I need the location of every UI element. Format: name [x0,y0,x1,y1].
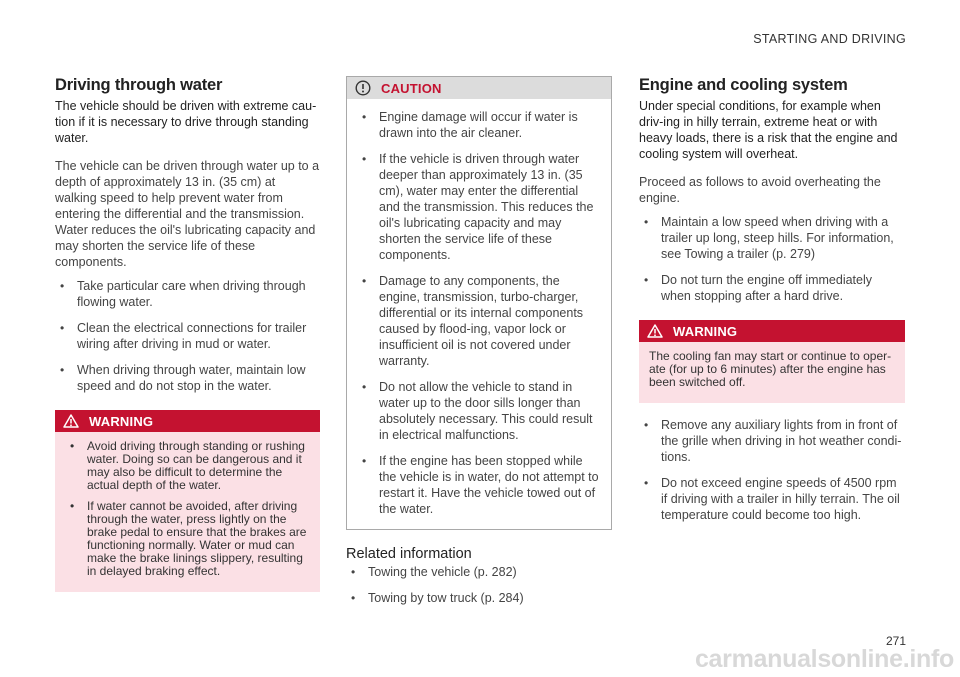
lead-paragraph: The vehicle should be driven with extreme cau-tion if it is necessary to drive through standing water. [55,99,317,145]
list-item-text: When driving through water, maintain low speed and do not stop in the water. [77,363,306,393]
list-item-text: Take particular care when driving through flowing water. [77,279,306,309]
list-item [639,272,905,304]
bullet-list [639,214,905,304]
bullet-dot: • [644,476,649,490]
warning-label: WARNING [89,413,154,429]
bullet-dot: • [362,380,367,394]
list-item-text: Remove any auxiliary lights from in front of the grille when driving in hot weather condi-tions. [661,418,902,464]
bullet-dot: • [362,274,367,288]
exclamation-circle-icon [355,80,371,96]
related-link[interactable] [346,564,612,580]
page-number: 271 [885,634,906,648]
warning-body [55,432,320,592]
list-item-text: Do not turn the engine off immediately when stopping after a hard drive. [661,273,873,303]
lead-paragraph: Under special conditions, for example when driv-ing in hilly terrain, extreme heat or with heavy loads, there is a risk that the engine and cooling system will overheat. [639,99,898,161]
list-item-text: Maintain a low speed when driving with a trailer up long, steep hills. For information, see Towing a trailer (p. 279) [661,215,894,261]
related-link-text[interactable]: Towing by tow truck (p. 284) [368,591,524,605]
list-item [357,151,601,263]
list-item-text: Do not exceed engine speeds of 4500 rpm if driving with a trailer in hilly terrain. The oil temperature could become too high. [661,476,900,522]
section-title: Engine and cooling system [639,76,848,94]
caution-box [346,76,612,530]
bullet-dot: • [362,110,367,124]
body-paragraph: The vehicle can be driven through water up to a depth of approximately 13 in. (35 cm) at walking speed to help prevent water from entering the differential and the transmission. Water reduces the oil's lubricating capacity and may shorten the service life of these components. [55,159,320,269]
list-item [55,278,320,310]
list-item-text: Clean the electrical connections for trailer wiring after driving in mud or water. [77,321,307,351]
list-item-text: Do not allow the vehicle to stand in water up to the door sills longer than absolutely necessary. This could result in electrical malfunctions. [379,380,593,442]
bullet-dot: • [70,499,75,513]
list-item [65,440,310,492]
warning-body [639,342,905,403]
bullet-dot: • [351,565,356,579]
warning-triangle-icon [647,324,663,338]
warning-text: The cooling fan may start or continue to oper-ate (for up to 6 minutes) after the engine has been switched off. [649,349,892,389]
bullet-dot: • [362,152,367,166]
caution-label: CAUTION [381,80,442,96]
warning-header [55,410,320,432]
list-item-text: If the vehicle is driven through water deeper than approximately 13 in. (35 cm), water may enter the differential and the transmission. This reduces the oil's lubricating capacity and may shorten the service life of these components. [379,152,594,262]
bullet-dot: • [362,454,367,468]
list-item-text: Avoid driving through standing or rushing water. Doing so can be dangerous and it may also be difficult to determine the actual depth of the water. [87,439,305,492]
body-paragraph: Proceed as follows to avoid overheating the engine. [639,175,881,205]
related-title: Related information [346,546,472,562]
warning-box [639,320,905,403]
bullet-dot: • [644,215,649,229]
warning-header [639,320,905,342]
caution-list [357,109,601,517]
warning-label: WARNING [673,323,738,339]
list-item [357,109,601,141]
list-item [55,320,320,352]
bullet-list [55,278,320,394]
related-link[interactable] [346,590,612,606]
column-caution [346,76,612,616]
bullet-dot: • [644,418,649,432]
bullet-dot: • [60,321,65,335]
warning-box [55,410,320,592]
section-title: Driving through water [55,76,223,94]
caution-body [347,99,611,529]
related-links [346,564,612,606]
related-link-text[interactable]: Towing the vehicle (p. 282) [368,565,517,579]
site-watermark: carmanualsonline.info [694,645,954,673]
bullet-list-2 [639,417,905,523]
list-item [639,417,905,465]
list-item [357,453,601,517]
caution-header [347,77,611,99]
list-item-text: Damage to any components, the engine, transmission, turbo-charger, differential or its internal components caused by flood-ing, vapor lock or insufficient oil is not covered under warranty. [379,274,584,368]
section-header: STARTING AND DRIVING [753,32,906,46]
list-item [639,214,905,262]
column-engine-cooling [639,76,905,533]
list-item-text: Engine damage will occur if water is drawn into the air cleaner. [379,110,578,140]
bullet-dot: • [70,439,75,453]
list-item [65,500,310,578]
warning-list [65,440,310,578]
list-item [55,362,320,394]
list-item [357,273,601,369]
column-driving-through-water [55,76,320,592]
bullet-dot: • [60,279,65,293]
list-item-text: If water cannot be avoided, after driving through the water, press lightly on the brake pedal to ensure that the brakes are functioning normally. Water or mud can make the brake linings slippery, resulting in delayed braking effect. [87,499,307,578]
bullet-dot: • [351,591,356,605]
list-item [357,379,601,443]
related-information [346,546,612,606]
warning-triangle-icon [63,414,79,428]
list-item [639,475,905,523]
bullet-dot: • [60,363,65,377]
list-item-text: If the engine has been stopped while the vehicle is in water, do not attempt to restart it. Have the vehicle towed out of the water. [379,454,599,516]
bullet-dot: • [644,273,649,287]
